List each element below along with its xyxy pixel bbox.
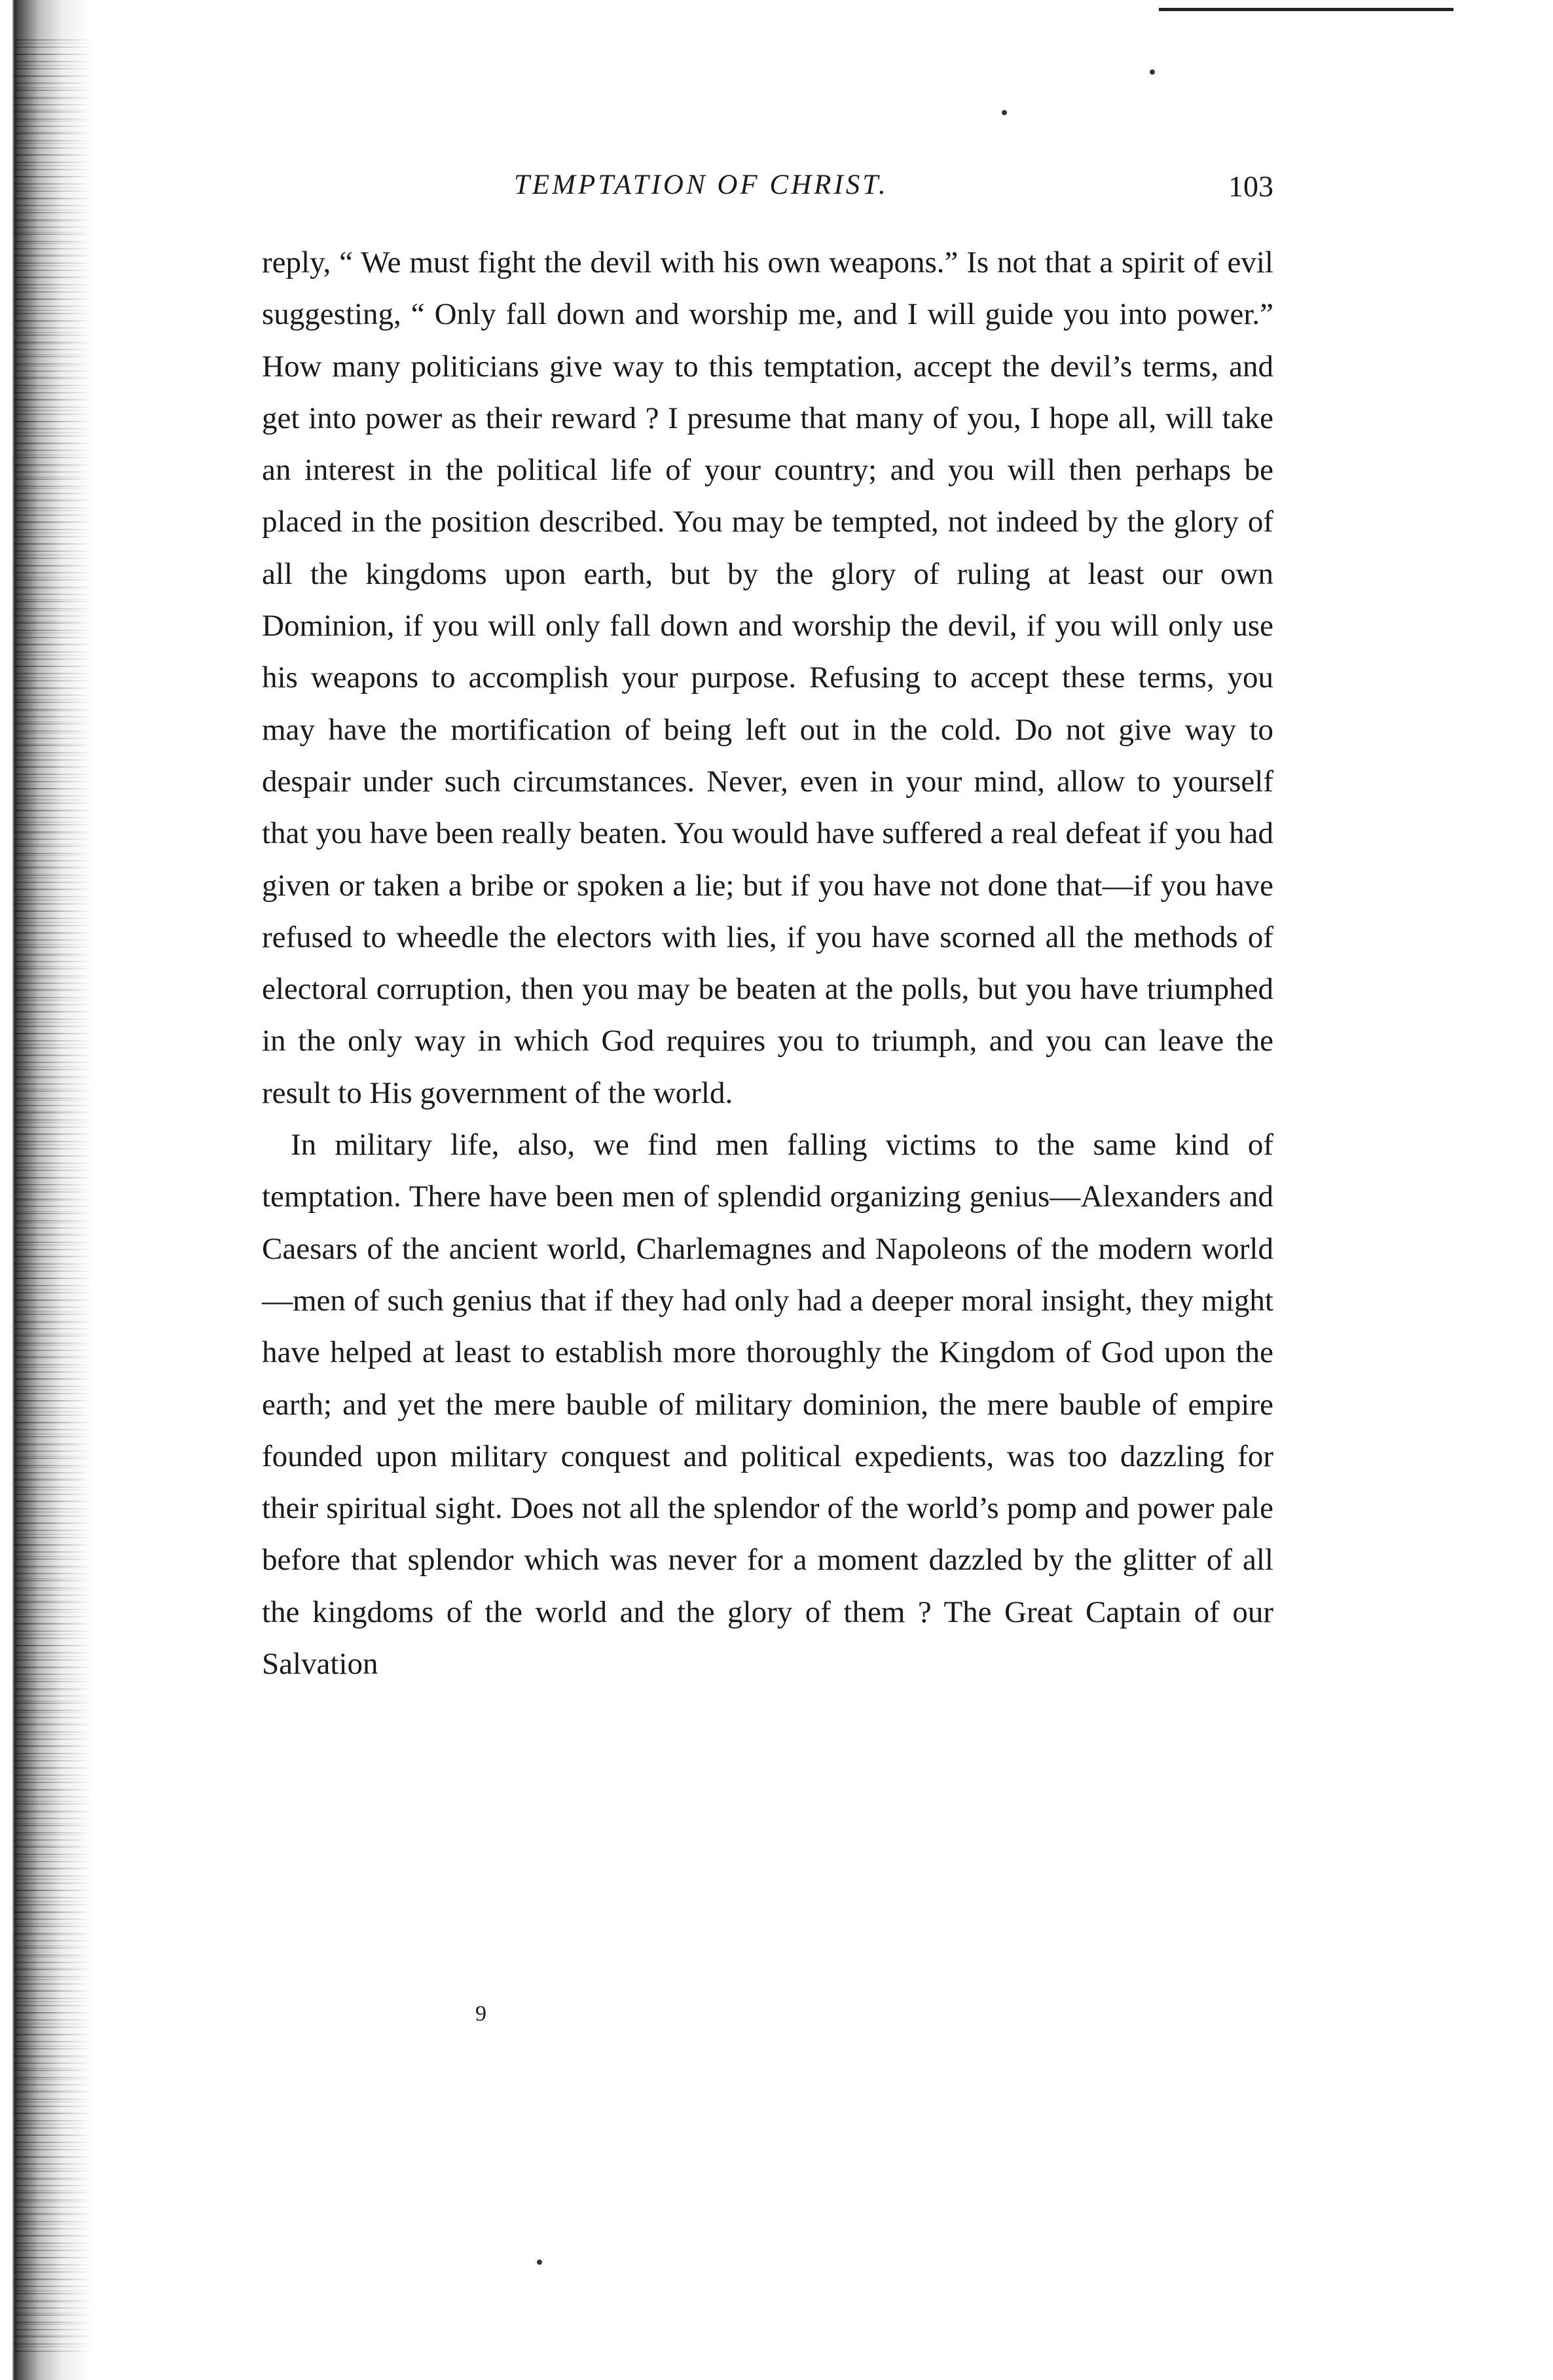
- body-text: [262, 237, 1273, 1690]
- paragraph: reply, “ We must fight the devil with his own weapons.” Is not that a spirit of evil suggesting, “ Only fall down and worship me, and I will guide you into power.” How many politicians give way to this temptation, accept the devil’s terms, and get into power as their reward ? I presume that many of you, I hope all, will take an interest in the political life of your country; and you will then perhaps be placed in the position described. You may be tempted, not indeed by the glory of all the kingdoms upon earth, but by the glory of ruling at least our own Dominion, if you will only fall down and worship the devil, if you will only use his weapons to accomplish your purpose. Refusing to accept these terms, you may have the mortification of being left out in the cold. Do not give way to despair under such circumstances. Never, even in your mind, allow to yourself that you have been really beaten. You would have suffered a real defeat if you had given or taken a bribe or spoken a lie; but if you have not done that—if you have refused to wheedle the electors with lies, if you have scorned all the methods of electoral corruption, then you may be beaten at the polls, but you have triumphed in the only way in which God requires you to triumph, and you can leave the result to His government of the world.: [262, 245, 1273, 1110]
- paragraph: In military life, also, we find men falling victims to the same kind of temptation. There have been men of splendid organizing genius—Alexanders and Caesars of the ancient world, Charlemagnes and Napoleons of the modern world—men of such genius that if they had only had a deeper moral insight, they might have helped at least to establish more thoroughly the Kingdom of God upon the earth; and yet the mere bauble of military dominion, the mere bauble of empire founded upon military conquest and political expedients, was too dazzling for their spiritual sight. Does not all the splendor of the world’s pomp and power pale before that splendor which was never for a moment dazzled by the glitter of all the kingdoms of the world and the glory of them ? The Great Captain of our Salvation: [262, 1128, 1273, 1682]
- scan-speck: [1150, 69, 1155, 75]
- running-title: TEMPTATION OF CHRIST.: [514, 170, 888, 200]
- scan-speck: [537, 2260, 542, 2265]
- binding-edge-texture: [14, 39, 93, 2356]
- page-number: 103: [1228, 170, 1273, 203]
- scan-edge-rule: [1159, 8, 1453, 11]
- scan-speck: [1002, 110, 1007, 115]
- signature-mark: 9: [475, 2002, 486, 2026]
- page-header: [252, 169, 1273, 215]
